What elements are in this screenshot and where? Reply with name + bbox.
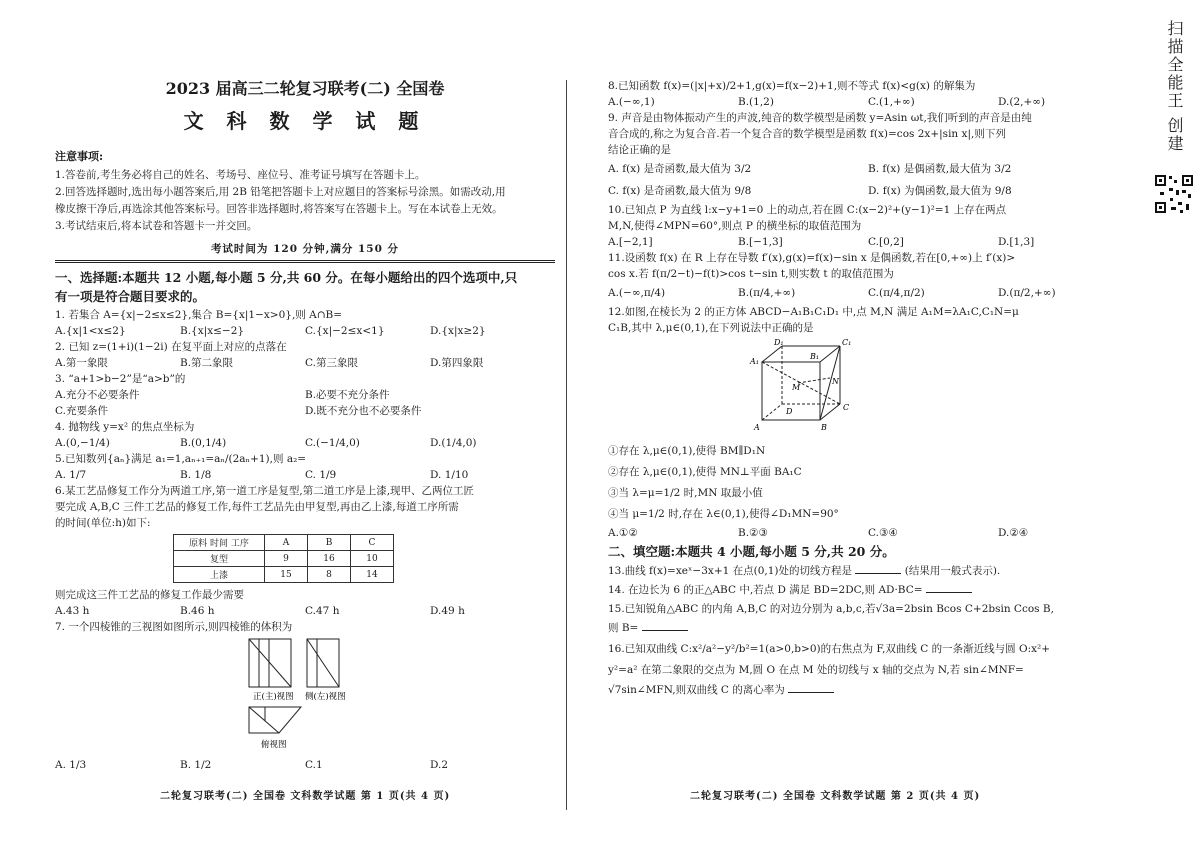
option: C.(1,+∞)	[868, 96, 915, 108]
divider	[55, 260, 555, 263]
option: A. 1/3	[55, 759, 87, 771]
option: D.(π/2,+∞)	[998, 287, 1056, 299]
question-6: 的时间(单位:h)如下:	[55, 517, 151, 529]
option: A.[−2,1]	[608, 236, 653, 248]
right-column	[608, 78, 1128, 700]
option: A.{x|1<x≤2}	[55, 325, 126, 337]
option: C.第三象限	[305, 357, 358, 369]
notice-item: 1.答卷前,考生务必将自己的姓名、考场号、座位号、准考证号填写在答题卡上。	[55, 169, 426, 181]
question-14-stem: 14. 在边长为 6 的正△ABC 中,若点 D 满足 BD=2DC,则 AD·BC=	[608, 584, 923, 596]
option: A.①②	[608, 527, 638, 539]
table-cell: 15	[265, 567, 308, 583]
question-1: 1. 若集合 A={x|−2≤x≤2},集合 B={x|1−x>0},则 A∩B=	[55, 309, 343, 321]
option: B.(0,1/4)	[180, 437, 227, 449]
side-view-edge	[307, 639, 339, 687]
question-9-options	[608, 158, 1128, 202]
statement: ③当 λ=μ=1/2 时,MN 取最小值	[608, 487, 763, 499]
question-13	[608, 562, 1128, 581]
option: C.(−1/4,0)	[305, 437, 360, 449]
question-1-options	[55, 323, 555, 339]
option: A.(−∞,π/4)	[608, 287, 666, 299]
question-16: 16.已知双曲线 C:x²/a²−y²/b²=1(a>0,b>0)的右焦点为 F,双曲线 C 的一条渐近线与圆 O:x²+	[608, 643, 1051, 655]
option: B. 1/2	[180, 759, 212, 771]
question-9: 结论正确的是	[608, 144, 671, 156]
front-view-edge	[249, 639, 291, 687]
option: B.必要不充分条件	[305, 389, 390, 401]
side-view-label: 侧(左)视图	[305, 692, 346, 702]
option: B.46 h	[180, 605, 215, 617]
table-cell: 8	[308, 567, 351, 583]
table-row	[174, 567, 394, 583]
question-5: 5.已知数列{aₙ}满足 a₁=1,aₙ₊₁=aₙ/(2aₙ+1),则 a₂=	[55, 453, 307, 465]
option: C.[0,2]	[868, 236, 904, 248]
cube-figure	[748, 338, 858, 436]
cube-edge	[820, 346, 840, 362]
section-heading: 二、填空题:本题共 4 小题,每小题 5 分,共 20 分。	[608, 544, 895, 559]
question-9: 9. 声音是由物体振动产生的声波,纯音的数学模型是函数 y=Asin ωt,我们听到的声音是由纯	[608, 112, 1032, 124]
option: A.(−∞,1)	[608, 96, 655, 108]
cube-label: B₁	[810, 352, 820, 361]
question-16	[608, 680, 1128, 700]
question-4-options	[55, 435, 555, 451]
cube-label: B	[821, 423, 827, 432]
exam-subtitle: 文 科 数 学 试 题	[183, 109, 427, 133]
statement: ④当 μ=1/2 时,存在 λ∈(0,1),使得∠D₁MN=90°	[608, 508, 839, 520]
table-row-label: 复型	[174, 551, 265, 567]
option: D.(2,+∞)	[998, 96, 1046, 108]
cube-edge	[762, 346, 782, 362]
option: B.[−1,3]	[738, 236, 783, 248]
question-12: 12.如图,在棱长为 2 的正方体 ABCD−A₁B₁C₁D₁ 中,点 M,N 满足 A₁M=λA₁C,C₁N=μ	[608, 306, 1019, 318]
answer-blank	[788, 682, 834, 693]
option: D.(1/4,0)	[430, 437, 477, 449]
question-9: 音合成的,称之为复合音.若一个复合音的数学模型是函数 f(x)=cos 2x+|sin x|,则下列	[608, 128, 1006, 140]
question-13-suffix: (结果用一般式表示).	[904, 565, 1001, 577]
question-16-stem: √7sin∠MFN,则双曲线 C 的离心率为	[608, 684, 785, 696]
question-13-stem: 13.曲线 f(x)=xeˣ−3x+1 在点(0,1)处的切线方程是	[608, 565, 853, 577]
option: C. 1/9	[305, 469, 337, 481]
page-footer-left: 二轮复习联考(二) 全国卷 文科数学试题 第 1 页(共 4 页)	[160, 791, 451, 802]
option: D.第四象限	[430, 357, 484, 369]
option: D.既不充分也不必要条件	[305, 405, 422, 417]
question-7: 7. 一个四棱锥的三视图如图所示,则四棱锥的体积为	[55, 621, 293, 633]
left-column	[55, 70, 555, 773]
cube-label: A	[754, 423, 760, 432]
exam-title: 2023 届高三二轮复习联考(二) 全国卷	[165, 79, 445, 98]
table-cell: 10	[351, 551, 394, 567]
question-8: 8.已知函数 f(x)=(|x|+x)/2+1,g(x)=f(x−2)+1,则不等式 f(x)<g(x) 的解集为	[608, 80, 976, 92]
cube-label: M	[792, 383, 801, 392]
question-12-options	[608, 525, 1128, 541]
cube-label: C	[843, 403, 850, 412]
option: C.充要条件	[55, 405, 108, 417]
question-16: y²=a² 在第二象限的交点为 M,圆 O 在点 M 处的切线与 x 轴的交点为 N,若 sin∠MNF=	[608, 664, 1024, 676]
question-14	[608, 581, 1128, 600]
option: B. 1/8	[180, 469, 212, 481]
option: A.充分不必要条件	[55, 389, 140, 401]
cube-hidden-edge	[762, 404, 782, 420]
page-footer-right: 二轮复习联考(二) 全国卷 文科数学试题 第 2 页(共 4 页)	[690, 791, 981, 802]
notice-item: 3.考试结束后,将本试卷和答题卡一并交回。	[55, 220, 258, 232]
option: D.②④	[998, 527, 1029, 539]
table-cell: 9	[265, 551, 308, 567]
cube-label: C₁	[842, 338, 852, 347]
cube-label: N	[832, 377, 839, 386]
question-4: 4. 抛物线 y=x² 的焦点坐标为	[55, 421, 195, 433]
question-6: 要完成 A,B,C 三件工艺品的修复工作,每件工艺品先由甲复型,再由乙上漆,每道工序所需	[55, 501, 459, 513]
question-15-stem: 则 B=	[608, 622, 639, 634]
option: D.49 h	[430, 605, 465, 617]
option: B.(π/4,+∞)	[738, 287, 796, 299]
question-11-options	[608, 282, 1128, 304]
question-3-options	[55, 387, 555, 419]
option: B.第二象限	[180, 357, 234, 369]
notice-heading: 注意事项:	[55, 150, 104, 163]
three-view-drawing	[55, 635, 555, 757]
question-15: 15.已知锐角△ABC 的内角 A,B,C 的对边分别为 a,b,c,若√3a=2bsin Bcos C+2bsin Ccos B,	[608, 603, 1054, 615]
option: D. f(x) 为偶函数,最大值为 9/8	[868, 185, 1012, 197]
option: C. f(x) 是奇函数,最大值为 9/8	[608, 185, 752, 197]
cube-label: A₁	[750, 357, 759, 366]
question-6-options	[55, 603, 555, 619]
question-15	[608, 619, 1128, 638]
option: D.[1,3]	[998, 236, 1035, 248]
answer-blank	[642, 620, 688, 631]
option: C.(π/4,π/2)	[868, 287, 925, 299]
column-divider	[566, 80, 567, 810]
exam-time: 考试时间为 120 分钟,满分 150 分	[210, 243, 400, 255]
process-time-table	[173, 534, 394, 583]
option: C.{x|−2≤x<1}	[305, 325, 385, 337]
question-2: 2. 已知 z=(1+i)(1−2i) 在复平面上对应的点落在	[55, 341, 287, 353]
question-6: 6.某工艺品修复工作分为两道工序,第一道工序是复型,第二道工序是上漆,现甲、乙两位工匠	[55, 485, 475, 497]
cube-segment-mn	[798, 378, 830, 383]
question-10: M,N,使得∠MPN=60°,则点 P 的横坐标的取值范围为	[608, 220, 862, 232]
table-row	[174, 551, 394, 567]
top-view-label: 俯视图	[261, 740, 287, 750]
question-12: C₁B,其中 λ,μ∈(0,1),在下列说法中正确的是	[608, 322, 814, 334]
option: B. f(x) 是偶函数,最大值为 3/2	[868, 163, 1012, 175]
option: A.第一象限	[55, 357, 108, 369]
table-row-label: 上漆	[174, 567, 265, 583]
question-10-options	[608, 234, 1128, 250]
question-7-options	[55, 757, 555, 773]
section-heading: 一、选择题:本题共 12 小题,每小题 5 分,共 60 分。在每小题给出的四个选项中,只	[55, 270, 518, 285]
table-cell: 14	[351, 567, 394, 583]
three-view-figure	[55, 635, 555, 757]
notice-item: 2.回答选择题时,选出每小题答案后,用 2B 铅笔把答题卡上对应题目的答案标号涂黑。如需改动,用	[55, 186, 506, 198]
option: A.(0,−1/4)	[55, 437, 110, 449]
option: C.47 h	[305, 605, 340, 617]
option: B.{x|x≤−2}	[180, 325, 245, 337]
cube-label: D	[786, 407, 793, 416]
section-heading: 有一项是符合题目要求的。	[55, 289, 206, 304]
option: B.②③	[738, 527, 768, 539]
cube-label: D₁	[774, 338, 784, 347]
cube-edge	[820, 404, 840, 420]
option: A. 1/7	[55, 469, 87, 481]
table-col-header: A	[265, 535, 308, 551]
front-view-label: 正(主)视图	[253, 692, 294, 702]
question-6: 则完成这三件工艺品的修复工作最少需要	[55, 589, 244, 601]
option: A.43 h	[55, 605, 90, 617]
option: B.(1,2)	[738, 96, 774, 108]
question-8-options	[608, 94, 1128, 110]
question-11: cos x.若 f(π/2−t)−f(t)>cos t−sin t,则实数 t 的取值范围为	[608, 268, 894, 280]
table-col-header: B	[308, 535, 351, 551]
statement: ①存在 λ,μ∈(0,1),使得 BM∥D₁N	[608, 445, 766, 457]
watermark-text: 扫描全能王 创建	[1165, 20, 1184, 154]
option: D.2	[430, 759, 449, 771]
option: A. f(x) 是奇函数,最大值为 3/2	[608, 163, 752, 175]
top-view-edge	[249, 707, 279, 733]
option: D. 1/10	[430, 469, 469, 481]
question-3: 3. “a+1>b−2”是“a>b”的	[55, 373, 186, 385]
table-cell: 16	[308, 551, 351, 567]
answer-blank	[855, 563, 901, 574]
question-5-options	[55, 467, 555, 483]
table-corner-header: 原料 时间 工序	[174, 535, 265, 551]
question-10: 10.已知点 P 为直线 l:x−y+1=0 上的动点,若在圆 C:(x−2)²+(y−1)²=1 上存在两点	[608, 204, 1007, 216]
notice-item: 橡皮擦干净后,再选涂其他答案标号。回答非选择题时,将答案写在答题卡上。写在本试卷上无效。	[55, 203, 503, 215]
qr-code-icon	[1154, 174, 1194, 214]
statement: ②存在 λ,μ∈(0,1),使得 MN⊥平面 BA₁C	[608, 466, 802, 478]
answer-blank	[926, 582, 972, 593]
table-col-header: C	[351, 535, 394, 551]
question-2-options	[55, 355, 555, 371]
question-11: 11.设函数 f(x) 在 R 上存在导数 f′(x),g(x)=f(x)−sin x 是偶函数,若在[0,+∞)上 f′(x)>	[608, 252, 1016, 264]
option: C.1	[305, 759, 323, 771]
option: C.③④	[868, 527, 898, 539]
option: D.{x|x≥2}	[430, 325, 486, 337]
